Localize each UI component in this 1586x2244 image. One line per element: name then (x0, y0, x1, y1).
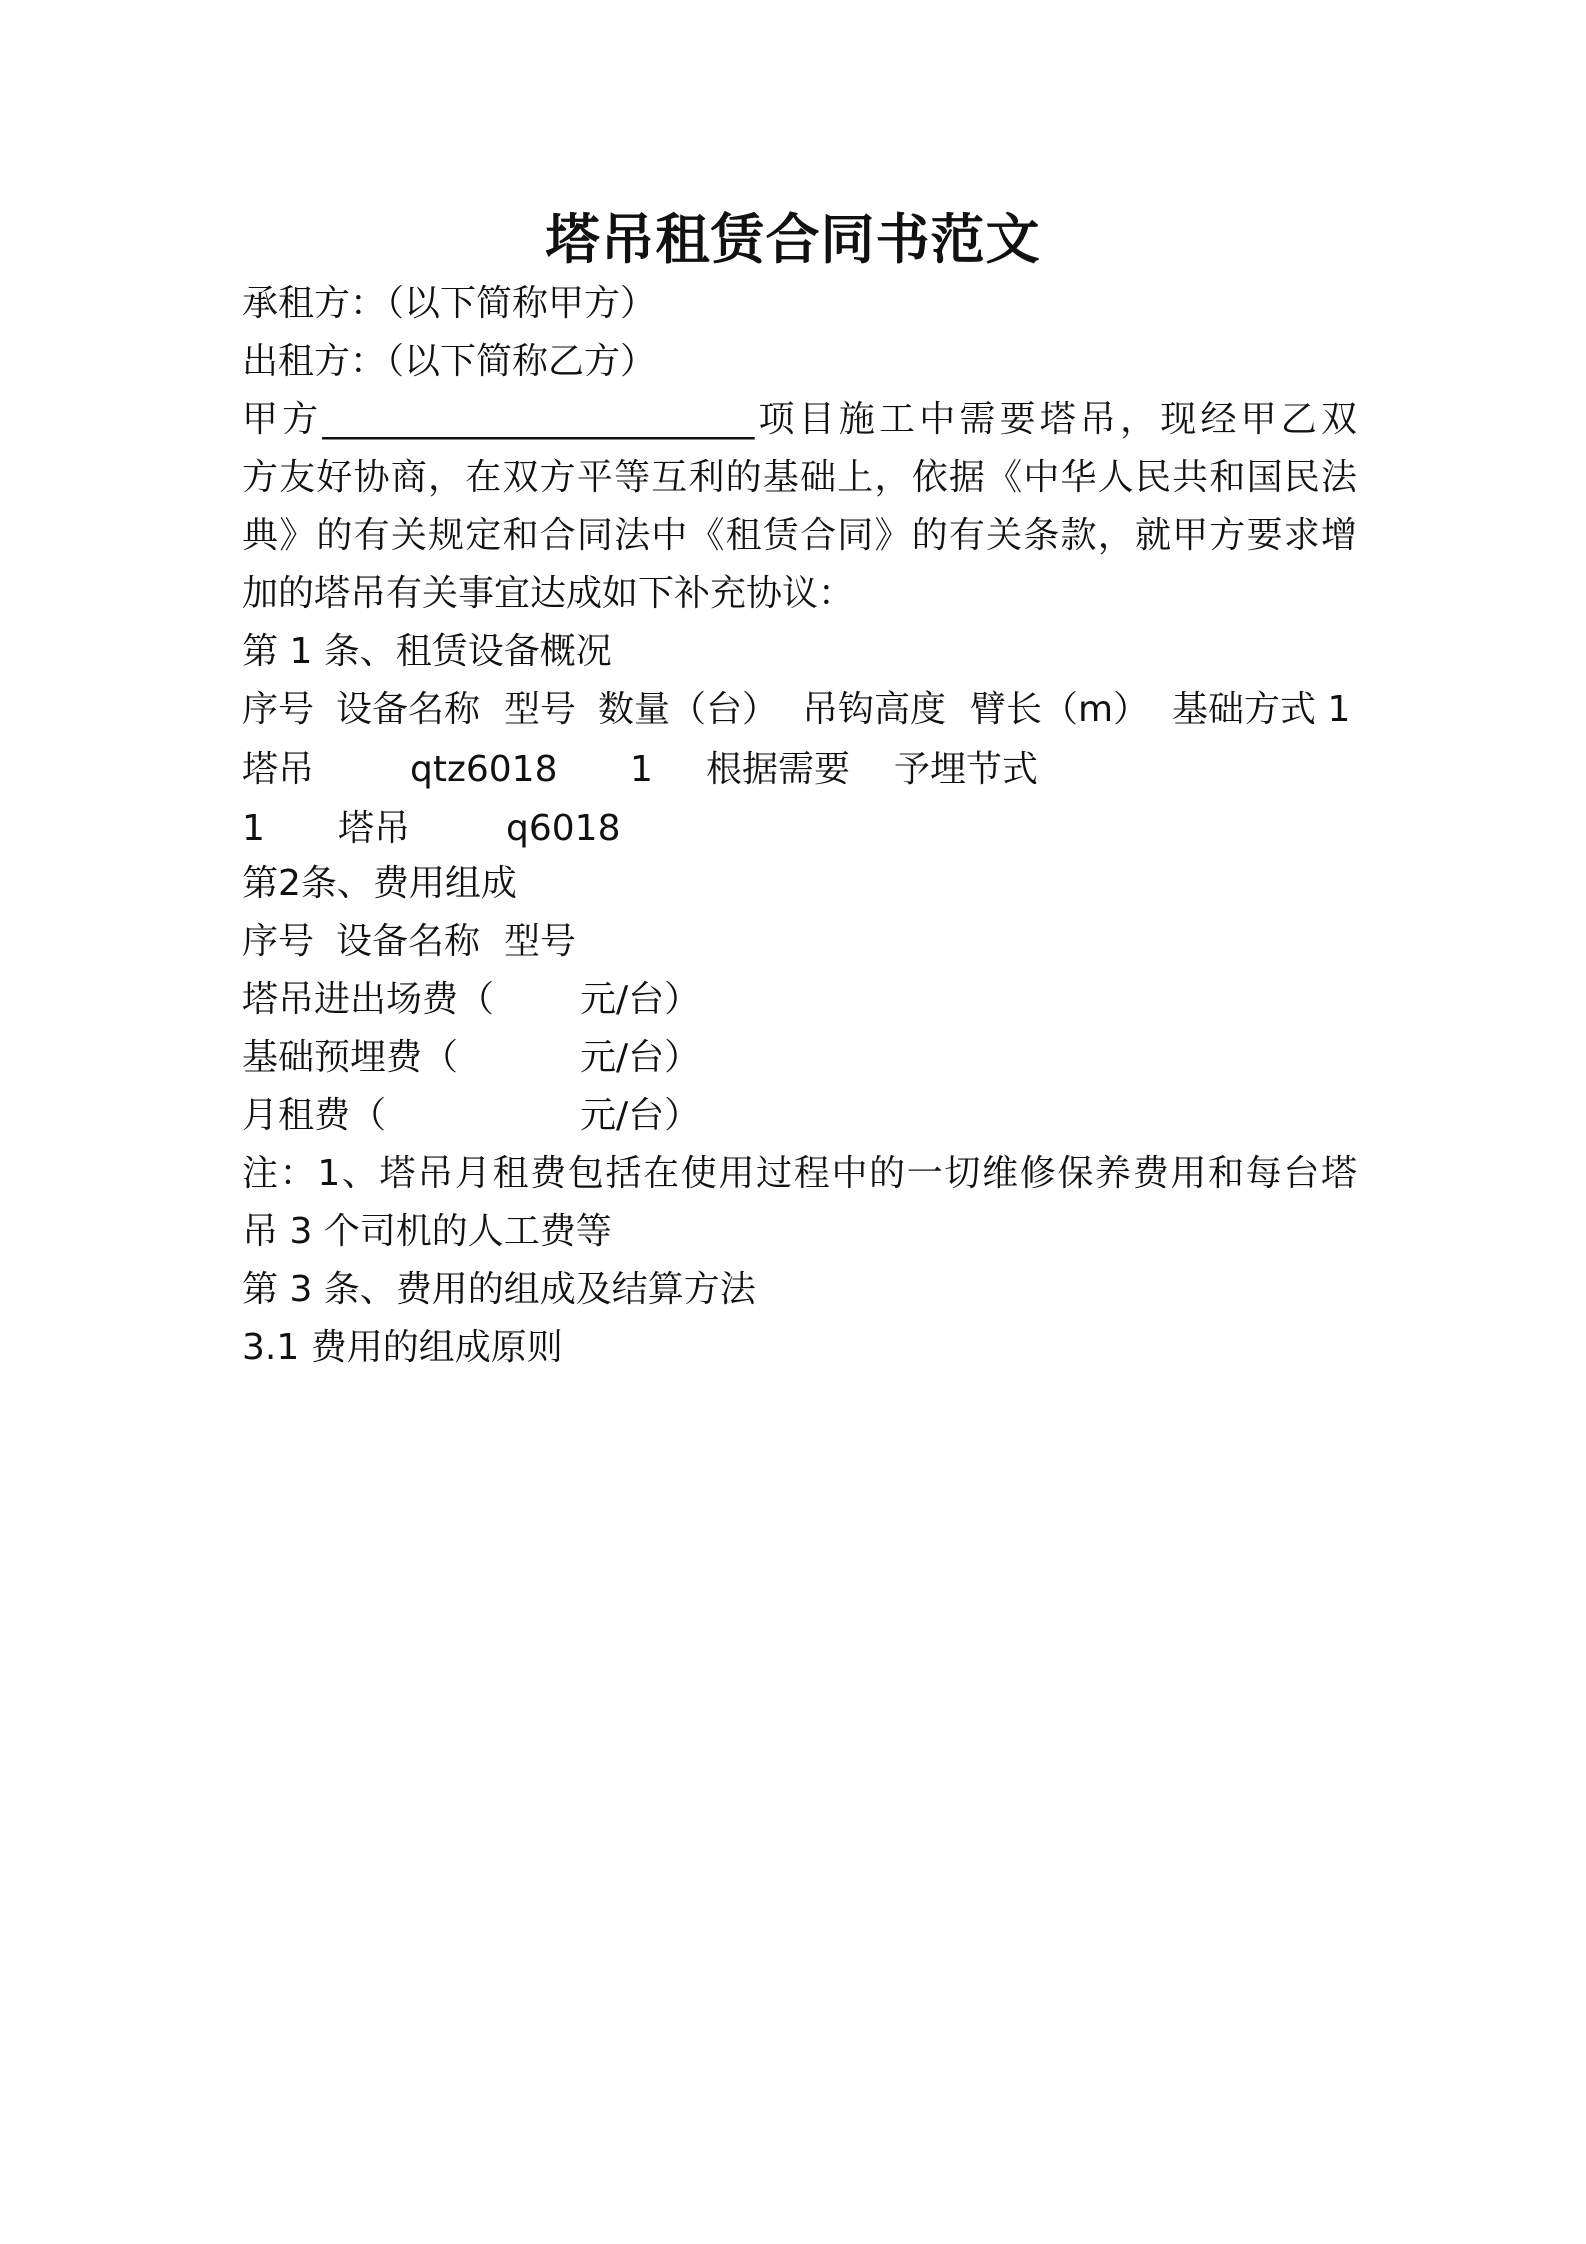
fee-label: 塔吊进出场费（ (242, 979, 495, 1020)
a1-row1-cell: qtz6018 (410, 749, 558, 790)
note-line-1: 注：1、塔吊月租费包括在使用过程中的一切维修保养费用和每台塔 (242, 1153, 1357, 1194)
article2-heading: 第2条、费用组成 (242, 863, 517, 904)
a1-header-cell: 设备名称 (336, 689, 481, 730)
article1-heading: 第 1 条、租赁设备概况 (242, 631, 612, 672)
a1-header-cell: 序号 (242, 689, 315, 730)
a2-header-cell: 序号 (242, 921, 315, 962)
a1-header-cell: 臂长（m） (970, 689, 1150, 730)
party-a-line: 承租方：（以下简称甲方） (242, 283, 657, 324)
a1-header-cell: 型号 (504, 689, 577, 730)
a1-header-cell: 基础方式 1 (1172, 689, 1351, 730)
fee-unit: 元/台） (580, 1037, 701, 1078)
intro-line-4: 加的塔吊有关事宜达成如下补充协议： (242, 573, 855, 614)
a1-row2-cell: q6018 (506, 808, 621, 849)
a2-header-cell: 型号 (504, 921, 577, 962)
intro-line-3: 典》的有关规定和合同法中《租赁合同》的有关条款，就甲方要求增 (242, 515, 1357, 556)
a1-row1-cell: 1 (630, 749, 653, 790)
fee-label: 基础预埋费（ (242, 1037, 459, 1078)
party-b-line: 出租方：（以下简称乙方） (242, 341, 657, 382)
a2-header-cell: 设备名称 (336, 921, 481, 962)
a1-row1-cell: 根据需要 (706, 749, 851, 790)
article3-heading: 第 3 条、费用的组成及结算方法 (242, 1269, 756, 1310)
a1-row1-cell: 塔吊 (242, 749, 315, 790)
fee-unit: 元/台） (580, 979, 701, 1020)
a1-header-cell: 吊钩高度 (802, 689, 947, 730)
a1-row2-cell: 塔吊 (338, 808, 411, 849)
fee-unit: 元/台） (580, 1095, 701, 1136)
fee-label: 月租费（ (242, 1095, 387, 1136)
intro-line-1: 甲方________________________项目施工中需要塔吊，现经甲乙双 (242, 399, 1357, 440)
document-title: 塔吊租赁合同书范文 (545, 208, 1041, 271)
article3-subheading: 3.1 费用的组成原则 (242, 1327, 563, 1368)
a1-header-cell: 数量（台） (598, 689, 779, 730)
intro-line-2: 方友好协商，在双方平等互利的基础上，依据《中华人民共和国民法 (242, 457, 1357, 498)
a1-row2-cell: 1 (242, 808, 265, 849)
a1-row1-cell: 予埋节式 (894, 749, 1039, 790)
note-line-2: 吊 3 个司机的人工费等 (242, 1211, 612, 1252)
